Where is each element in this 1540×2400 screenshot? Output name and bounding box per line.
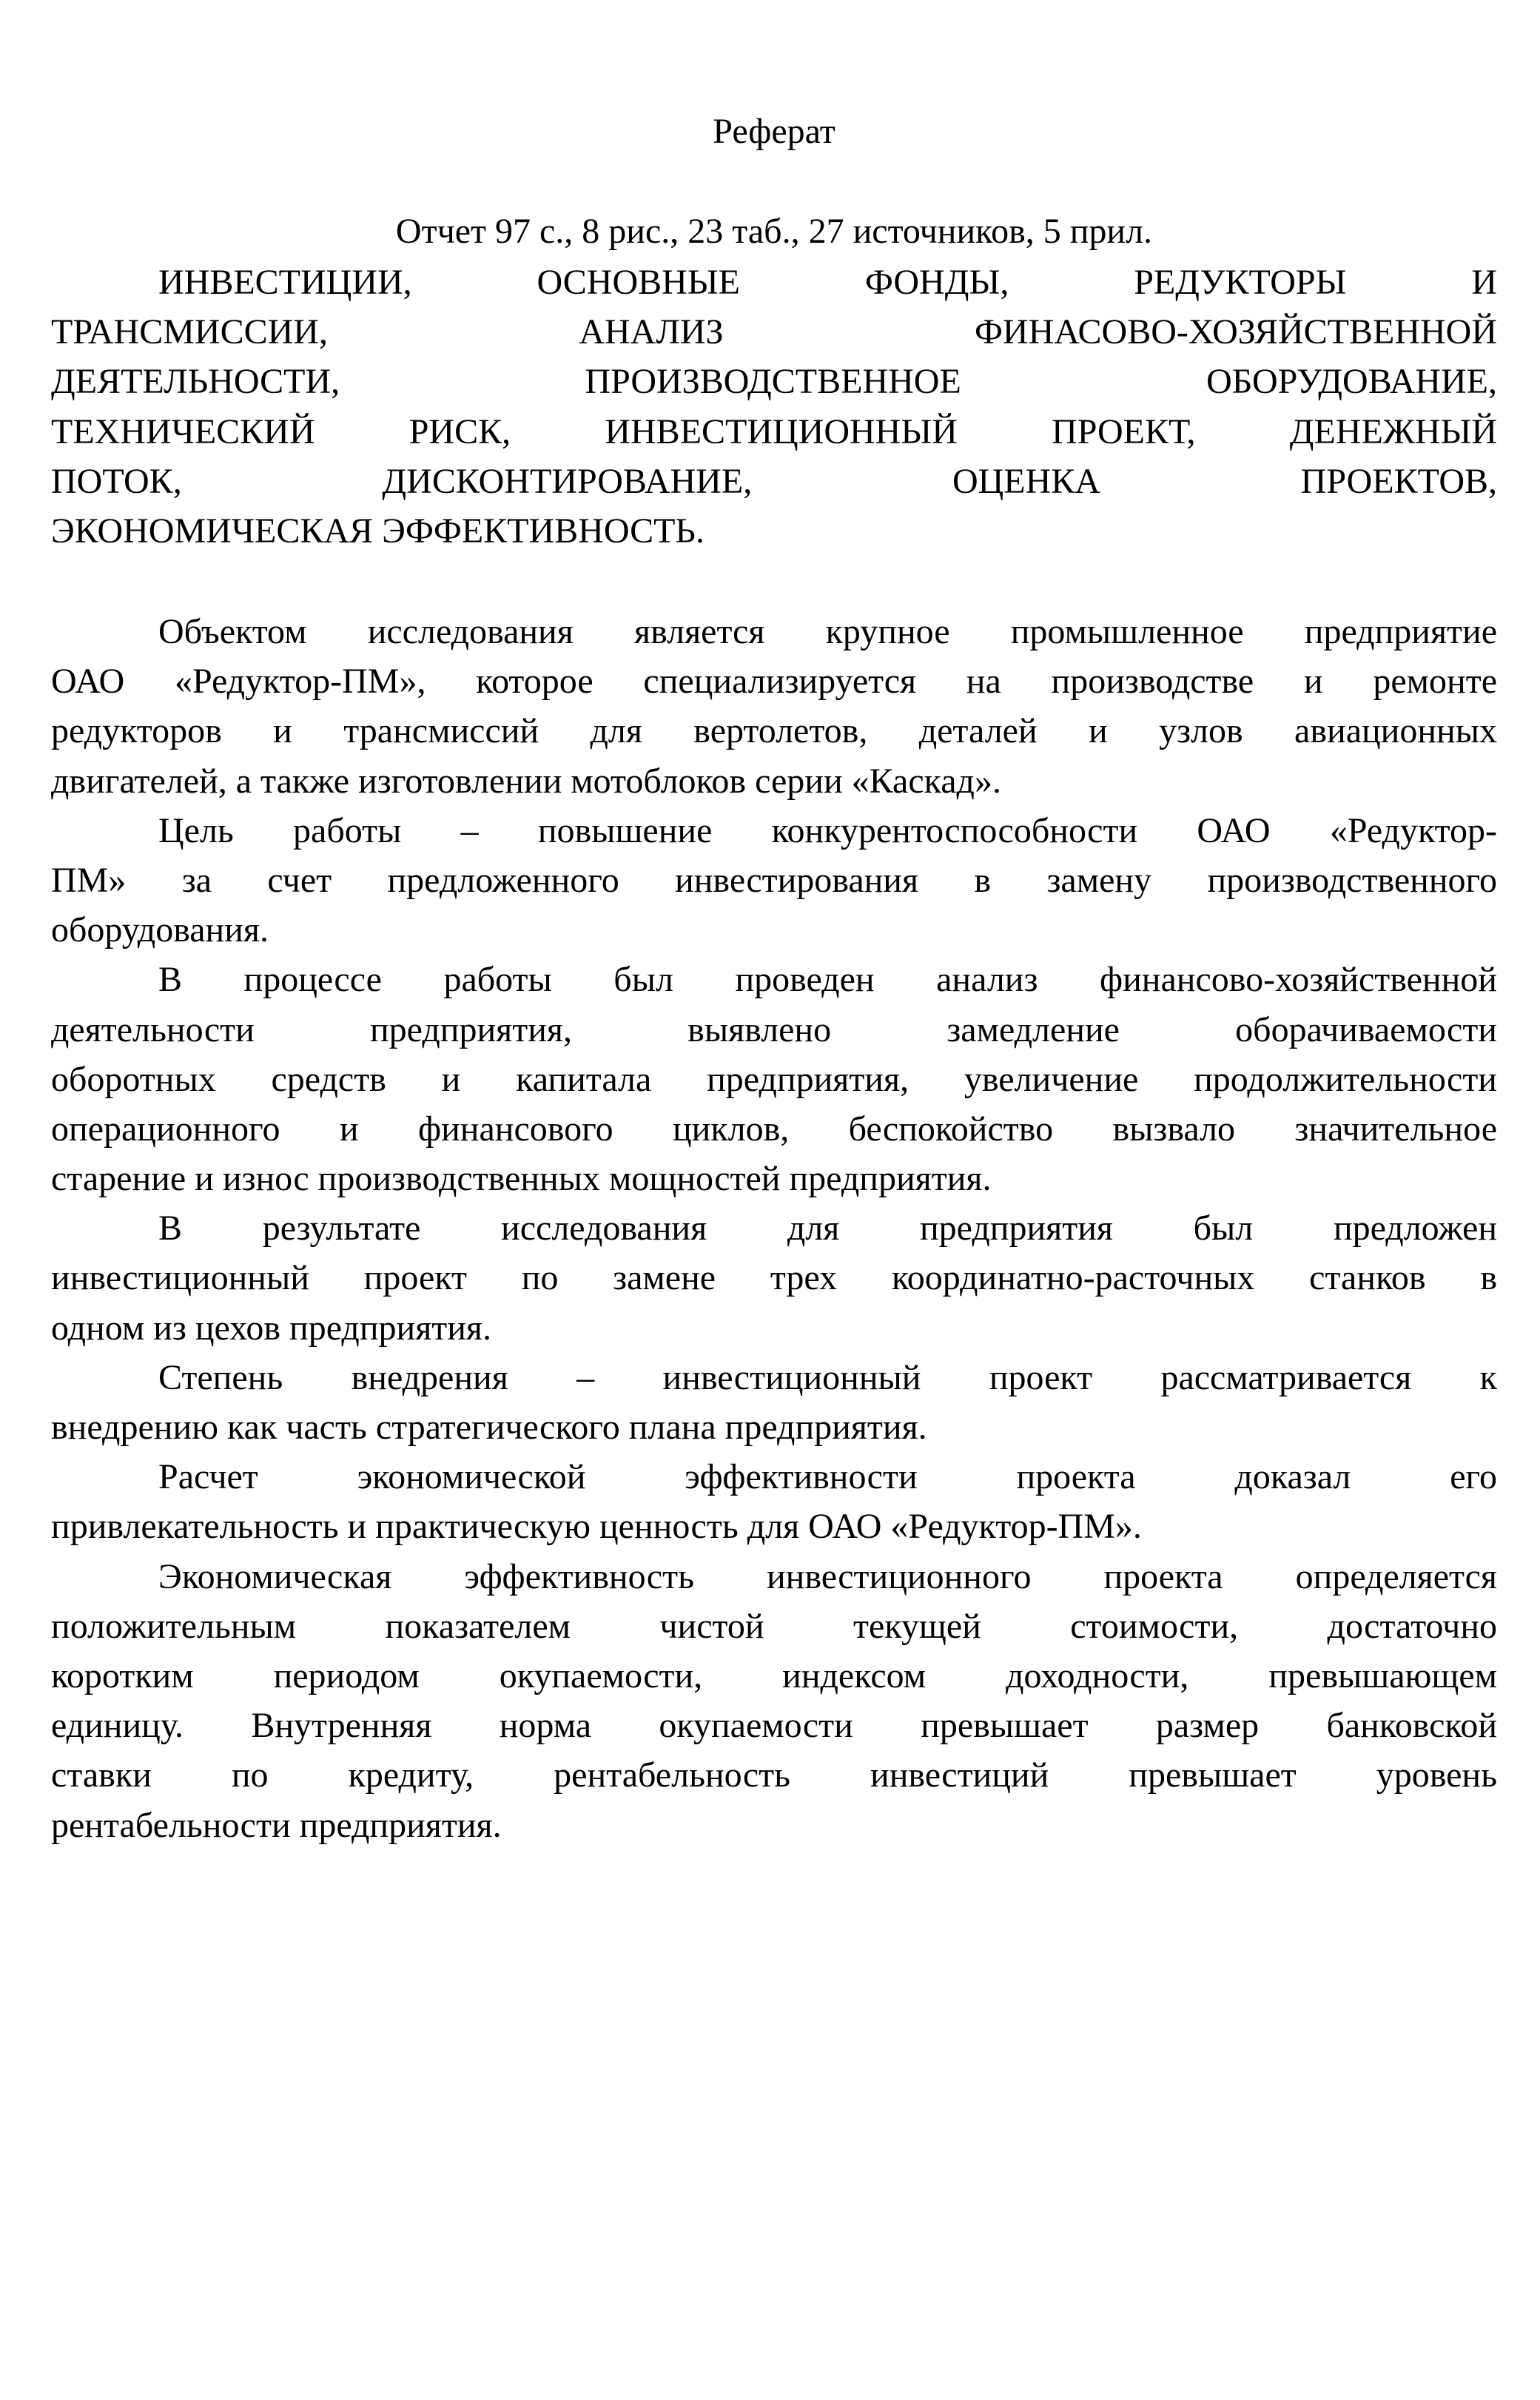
paragraph-line: операционного и финансового циклов, беспокойство вызвало значительное	[51, 1109, 1497, 1149]
paragraph-line: оборудования.	[51, 910, 269, 950]
paragraph-line: редукторов и трансмиссий для вертолетов, деталей и узлов авиационных	[51, 711, 1497, 751]
paragraph-line: Экономическая эффективность инвестиционного проекта определяется	[158, 1556, 1497, 1596]
report-summary: Отчет 97 с., 8 рис., 23 таб., 27 источников, 5 прил.	[395, 212, 1153, 251]
abstract-body	[51, 607, 1497, 1850]
paragraph-line: старение и износ производственных мощностей предприятия.	[51, 1159, 992, 1199]
paragraph	[51, 955, 1497, 1203]
keywords-line: ТЕХНИЧЕСКИЙ РИСК, ИНВЕСТИЦИОННЫЙ ПРОЕКТ, ДЕНЕЖНЫЙ	[51, 411, 1497, 451]
keywords-line: ПОТОК, ДИСКОНТИРОВАНИЕ, ОЦЕНКА ПРОЕКТОВ,	[51, 461, 1497, 501]
paragraph-line: коротким периодом окупаемости, индексом доходности, превышающем	[51, 1656, 1497, 1695]
paragraph-line: ставки по кредиту, рентабельность инвестиций превышает уровень	[51, 1755, 1497, 1795]
paragraph-line: В процессе работы был проведен анализ финансово-хозяйственной	[158, 960, 1497, 1000]
keywords-line: ИНВЕСТИЦИИ, ОСНОВНЫЕ ФОНДЫ, РЕДУКТОРЫ И	[158, 263, 1497, 302]
paragraph	[51, 1203, 1497, 1353]
paragraph	[51, 1353, 1497, 1452]
keywords-line: ЭКОНОМИЧЕСКАЯ ЭФФЕКТИВНОСТЬ.	[51, 511, 705, 551]
keywords-line: ДЕЯТЕЛЬНОСТИ, ПРОИЗВОДСТВЕННОЕ ОБОРУДОВАНИЕ,	[51, 362, 1497, 402]
document-title: Реферат	[713, 112, 835, 151]
paragraph-line: Объектом исследования является крупное промышленное предприятие	[158, 612, 1497, 651]
paragraph	[51, 1452, 1497, 1551]
paragraph	[51, 607, 1497, 806]
paragraph-line: В результате исследования для предприятия был предложен	[158, 1209, 1497, 1248]
paragraph-line: привлекательность и практическую ценность для ОАО «Редуктор-ПМ».	[51, 1507, 1142, 1547]
paragraph-line: ПМ» за счет предложенного инвестирования в замену производственного	[51, 860, 1497, 900]
paragraph	[51, 1552, 1497, 1850]
paragraph-line: внедрению как часть стратегического плана предприятия.	[51, 1408, 927, 1447]
paragraph-line: рентабельности предприятия.	[51, 1805, 502, 1845]
paragraph-line: положительным показателем чистой текущей стоимости, достаточно	[51, 1606, 1497, 1646]
paragraph-line: единицу. Внутренняя норма окупаемости превышает размер банковской	[51, 1706, 1497, 1746]
paragraph-line: Степень внедрения – инвестиционный проект рассматривается к	[158, 1357, 1497, 1397]
paragraph-line: деятельности предприятия, выявлено замедление оборачиваемости	[51, 1009, 1497, 1049]
paragraph-line: оборотных средств и капитала предприятия, увеличение продолжительности	[51, 1059, 1497, 1099]
paragraph-line: двигателей, а также изготовлении мотоблоков серии «Каскад».	[51, 761, 1001, 801]
paragraph	[51, 806, 1497, 955]
keywords-block	[51, 258, 1497, 556]
paragraph-line: одном из цехов предприятия.	[51, 1308, 492, 1348]
paragraph-line: инвестиционный проект по замене трех координатно-расточных станков в	[51, 1258, 1497, 1298]
keywords-line: ТРАНСМИССИИ, АНАЛИЗ ФИНАСОВО-ХОЗЯЙСТВЕННОЙ	[51, 312, 1497, 352]
paragraph-line: ОАО «Редуктор-ПМ», которое специализируется на производстве и ремонте	[51, 662, 1497, 702]
paragraph-line: Расчет экономической эффективности проекта доказал его	[158, 1457, 1497, 1497]
paragraph-line: Цель работы – повышение конкурентоспособности ОАО «Редуктор-	[158, 810, 1497, 850]
